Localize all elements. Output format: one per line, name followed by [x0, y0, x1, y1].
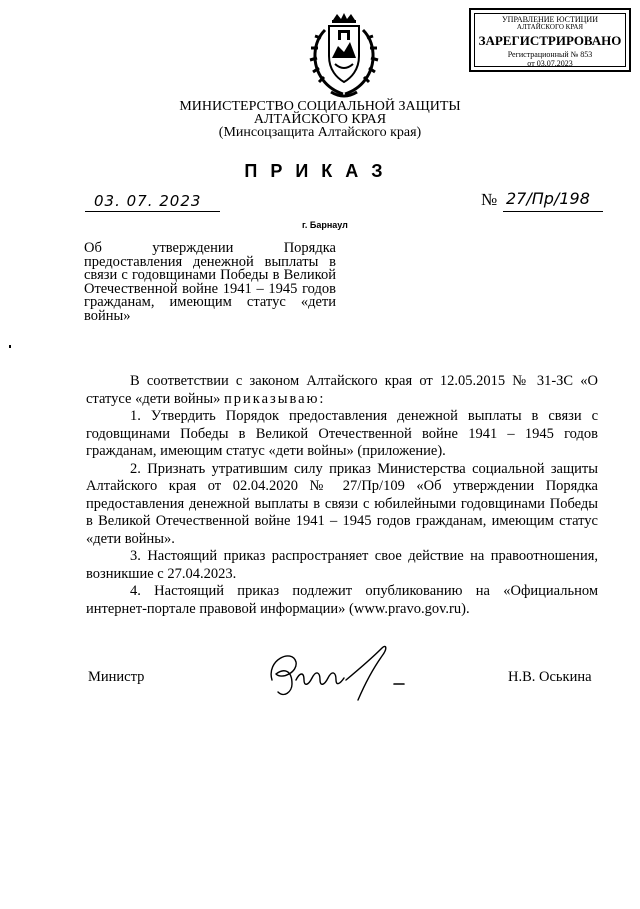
item-4: 4. Настоящий приказ подлежит опубликованию на «Официальном интернет-портале правовой информации» (www.pravo.gov.ru). — [86, 583, 598, 617]
signatory-name: Н.В. Оськина — [508, 669, 592, 685]
ministry-line2: АЛТАЙСКОГО КРАЯ — [253, 112, 387, 127]
order-date: 03. 07. 2023 — [94, 192, 202, 210]
margin-mark — [9, 345, 11, 348]
stamp-status: ЗАРЕГИСТРИРОВАНО — [478, 33, 622, 48]
ministry-header — [0, 100, 640, 139]
signatory-title: Министр — [88, 669, 145, 685]
item-2: 2. Признать утратившим силу приказ Министерства социальной защиты Алтайского края от 02.04.2020 № 27/Пр/109 «Об утверждении Порядка предоставления денежной выплаты в связи с юбилейными годовщинами Победы в Великой Отечественной войне 1941 – 1945 годов гражданам, имеющим статус «дети войны». — [86, 460, 598, 547]
ministry-short-name: (Минсоцзащита Алтайского края) — [218, 125, 422, 140]
preamble-order-word: приказываю: — [224, 390, 326, 407]
preamble-text: В соответствии с законом Алтайского края от 12.05.2015 № 31-ЗС «О статусе «дети войны» — [86, 373, 598, 407]
stamp-line1: УПРАВЛЕНИЕ ЮСТИЦИИ — [502, 15, 598, 24]
registration-stamp — [469, 8, 631, 72]
order-body — [86, 373, 598, 618]
ministry-line1: МИНИСТЕРСТВО СОЦИАЛЬНОЙ ЗАЩИТЫ — [179, 99, 461, 114]
stamp-reg-date: от 03.07.2023 — [527, 59, 573, 68]
city-label: г. Барнаул — [302, 220, 348, 230]
item-1: 1. Утвердить Порядок предоставления денежной выплаты в связи с годовщинами Победы в Великой Отечественной войне 1941 – 1945 годов гражданам, имеющим статус «дети войны» (приложение). — [86, 408, 598, 459]
stamp-reg-number: Регистрационный № 853 — [507, 50, 593, 59]
coat-of-arms-icon — [305, 12, 383, 100]
stamp-inner-frame — [474, 13, 626, 67]
number-underline — [503, 211, 603, 212]
document-type-title: ПРИКАЗ — [244, 161, 396, 181]
stamp-line2: АЛТАЙСКОГО КРАЯ — [516, 23, 584, 31]
number-label: № — [481, 190, 498, 209]
preamble — [86, 373, 598, 408]
order-subject: Об утверждении Порядка предоставления денежной выплаты в связи с годовщинами Победы в Великой Отечественной войне 1941 – 1945 годов гражданам, имеющим статус «дети войны» — [84, 240, 336, 324]
handwritten-signature — [262, 640, 412, 706]
date-underline — [85, 211, 220, 212]
item-3: 3. Настоящий приказ распространяет свое действие на правоотношения, возникшие с 27.04.2023. — [86, 548, 598, 582]
order-number: 27/Пр/198 — [506, 189, 590, 208]
